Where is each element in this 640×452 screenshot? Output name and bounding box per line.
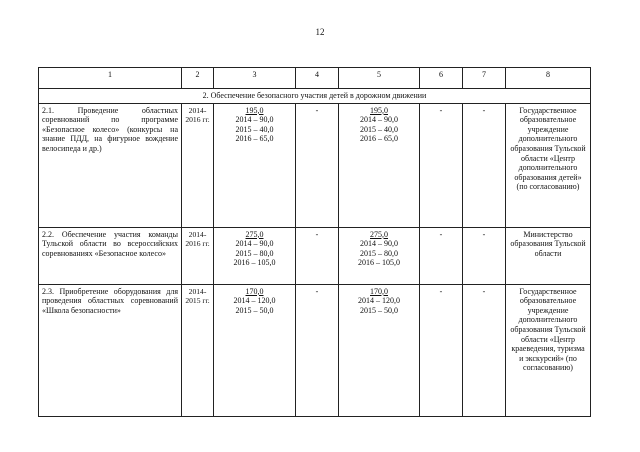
funding-total: 275,0 [245,229,264,239]
period-end: 2016 гг. [185,115,210,125]
funding-year: 2014 – 90,0 [235,115,274,125]
funding-year: 2015 – 80,0 [235,248,274,258]
funding-other: - [463,103,506,227]
measure-description: 2.2. Обеспечение участия команды Тульской области во всероссийских соревнованиях «Безопасное колесо» [39,227,182,284]
funding-local: - [420,103,463,227]
funding-total: 170,0 [245,286,264,296]
funding-federal: - [296,284,339,416]
funding-regional-total: 170,0 [370,286,388,296]
program-table [38,67,591,417]
column-number-row [39,68,591,89]
column-number: 2 [182,68,214,89]
period-start: 2014- [188,105,207,115]
period-cell [182,284,214,416]
funding-local: - [420,227,463,284]
table-row [39,227,591,284]
period-end: 2015 гг. [185,296,210,306]
measure-description: 2.3. Приобретение оборудования для проведения областных соревнований «Школа безопасности» [39,284,182,416]
page-number: 12 [315,27,325,37]
funding-other: - [463,284,506,416]
funding-year: 2015 – 80,0 [360,248,398,258]
funding-year: 2015 – 40,0 [235,124,274,134]
funding-year: 2014 – 90,0 [360,239,398,249]
measure-description: 2.1. Проведение областных соревнований по программе «Безопасное колесо» (конкурсы на знание ПДД, на фигурное вождение велосипеда и др.) [39,103,182,227]
funding-total-cell [214,284,296,416]
funding-year: 2015 – 50,0 [235,305,274,315]
period-start: 2014- [188,229,207,239]
column-number: 5 [339,68,420,89]
funding-federal: - [296,227,339,284]
funding-year: 2014 – 90,0 [235,239,274,249]
funding-year: 2014 – 120,0 [358,296,400,306]
executor: Министерство образования Тульской области [506,227,591,284]
funding-total-cell [214,103,296,227]
funding-total-cell [214,227,296,284]
funding-regional-total: 195,0 [370,105,388,115]
column-number: 8 [506,68,591,89]
funding-year: 2015 – 40,0 [360,124,398,134]
funding-regional-cell [339,227,420,284]
funding-regional-total: 275,0 [370,229,388,239]
executor: Государственное образовательное учреждение дополнительного образования Тульской области «Центр краеведения, туризма и экскурсий» (по согласованию) [506,284,591,416]
funding-federal: - [296,103,339,227]
period-cell [182,103,214,227]
column-number: 1 [39,68,182,89]
funding-year: 2016 – 105,0 [233,258,276,268]
period-cell [182,227,214,284]
funding-regional-cell [339,103,420,227]
table-row [39,103,591,227]
funding-total: 195,0 [245,105,264,115]
funding-year: 2015 – 50,0 [360,305,398,315]
period-start: 2014- [188,286,207,296]
funding-regional-cell [339,284,420,416]
column-number: 4 [296,68,339,89]
funding-other: - [463,227,506,284]
section-title: 2. Обеспечение безопасного участия детей в дорожном движении [39,89,591,104]
section-header-row [39,89,591,104]
funding-local: - [420,284,463,416]
funding-year: 2014 – 90,0 [360,115,398,125]
funding-year: 2014 – 120,0 [233,296,276,306]
period-end: 2016 гг. [185,239,210,249]
column-number: 6 [420,68,463,89]
executor: Государственное образовательное учреждение дополнительного образования Тульской области «Центр дополнительного образования детей» (по согласованию) [506,103,591,227]
funding-year: 2016 – 105,0 [358,258,400,268]
column-number: 3 [214,68,296,89]
table-row [39,284,591,416]
funding-year: 2016 – 65,0 [360,134,398,144]
funding-year: 2016 – 65,0 [235,134,274,144]
column-number: 7 [463,68,506,89]
